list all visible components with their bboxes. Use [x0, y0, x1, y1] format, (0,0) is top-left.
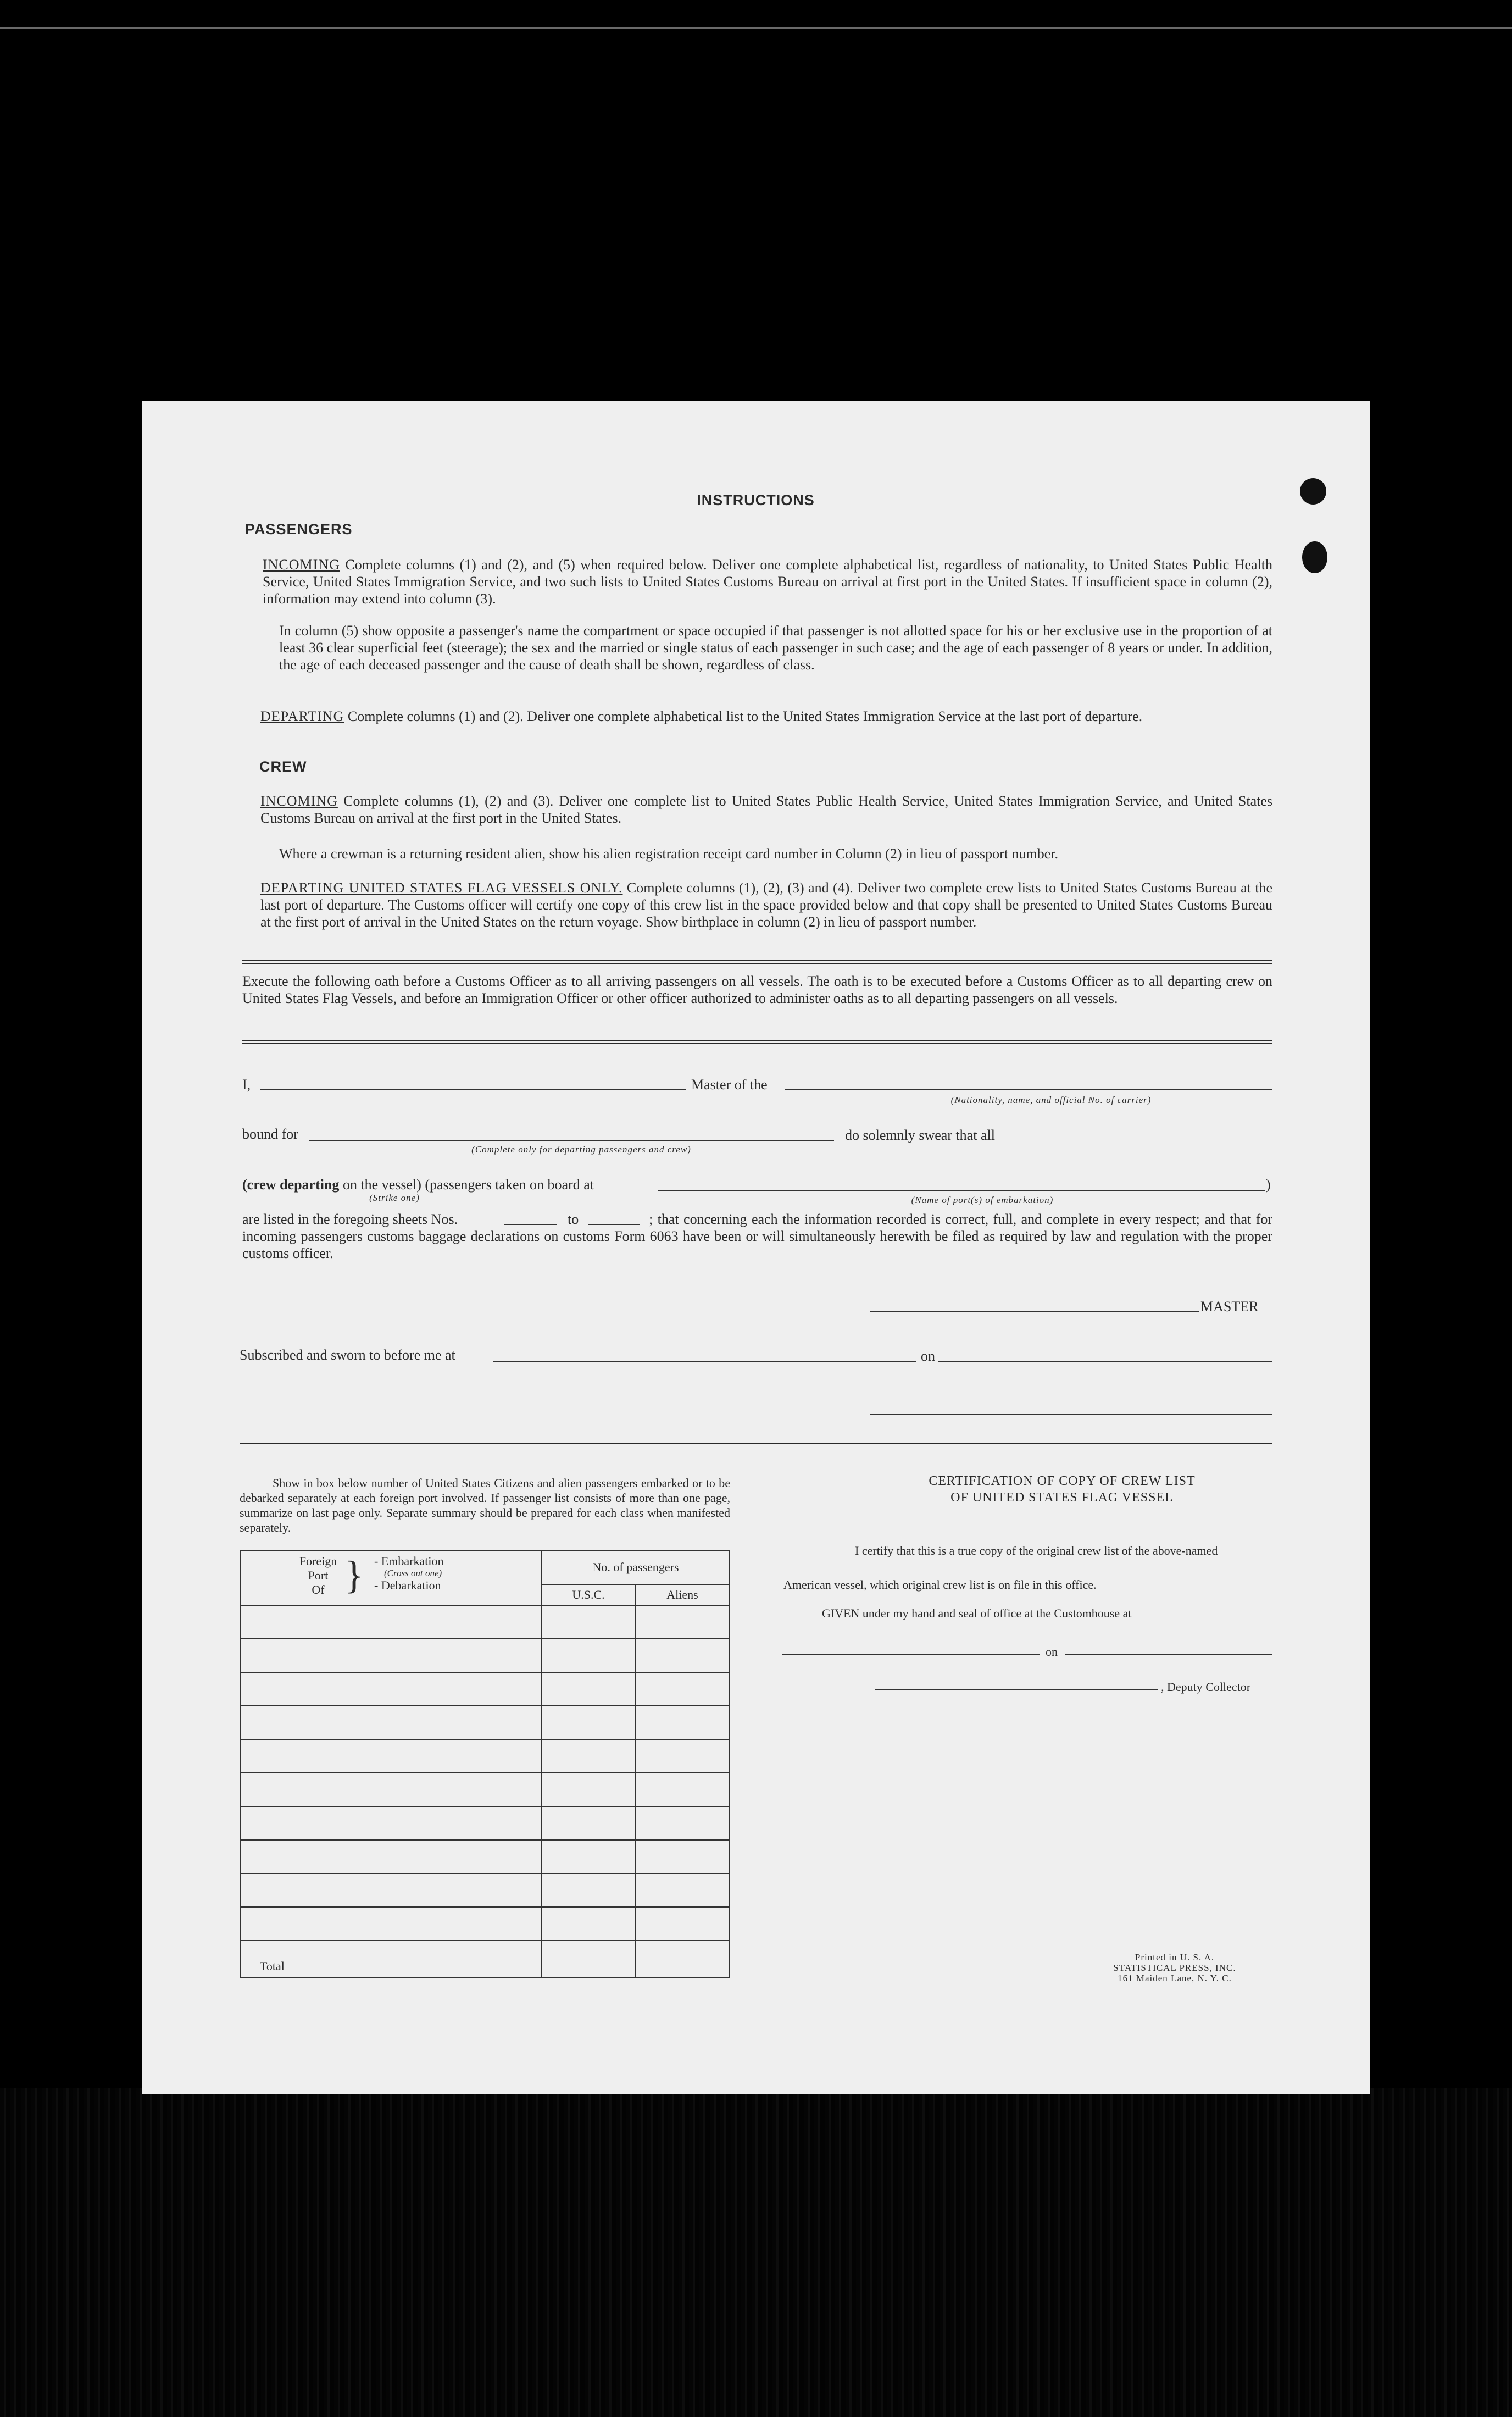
brace-icon: }	[344, 1553, 364, 1597]
given-text: GIVEN under my hand and seal of office at the Customhouse at	[822, 1606, 1132, 1620]
oath-intro-paragraph: Execute the following oath before a Customs Officer as to all arriving passengers on all vessels. The oath is to be executed before a Customs Officer as to all departing crew on United States Flag Vessels, and before an Immigration Officer or other officer authorized to administer oaths as to all departing passengers on all vessels.	[242, 973, 1272, 1006]
port-cell[interactable]	[241, 1639, 542, 1672]
crew-departing-text: Complete columns (1), (2), (3) and (4). Deliver two complete crew lists to United States Customs Bureau at the last port of departure. The Customs officer will certify one copy of this crew list in the space provided below and that copy shall be presented to United States Customs Bureau at the first port of arrival in the United States on the return voyage. Show birthplace in column (2) in lieu of passport number.	[260, 880, 1272, 930]
usc-cell[interactable]	[542, 1806, 635, 1840]
certification-date-field[interactable]	[1065, 1654, 1272, 1655]
crew-departing-label: (crew departing	[242, 1177, 340, 1193]
ports-caption: (Name of port(s) of embarkation)	[911, 1195, 1054, 1205]
port-cell[interactable]	[241, 1840, 542, 1873]
customhouse-field[interactable]	[782, 1654, 1040, 1655]
bound-for-field[interactable]	[309, 1140, 834, 1141]
certification-title	[829, 1473, 1296, 1506]
aliens-cell[interactable]	[635, 1639, 730, 1672]
embarkation-ports-field[interactable]	[658, 1190, 1265, 1191]
form-page	[142, 401, 1370, 2094]
table-row	[241, 1672, 730, 1706]
carrier-field[interactable]	[785, 1089, 1272, 1090]
subscribed-on-label: on	[921, 1348, 935, 1364]
usc-cell[interactable]	[542, 1605, 635, 1639]
passengers-incoming-paragraph	[263, 556, 1272, 607]
crew-passengers-line	[242, 1176, 594, 1193]
film-background-noise	[0, 2088, 1512, 2417]
instructions-title: INSTRUCTIONS	[697, 492, 815, 508]
listed-to-label: to	[568, 1211, 579, 1227]
foreign-label: Foreign	[299, 1554, 337, 1568]
aliens-header: Aliens	[635, 1584, 730, 1605]
passengers-departing-label: DEPARTING	[260, 708, 344, 724]
subscribed-date-field[interactable]	[938, 1361, 1272, 1362]
usc-cell[interactable]	[542, 1773, 635, 1806]
passengers-incoming-label: INCOMING	[263, 557, 340, 573]
crew-departing-label: DEPARTING UNITED STATES FLAG VESSELS ONLY.	[260, 880, 623, 896]
port-cell[interactable]	[241, 1706, 542, 1739]
usc-cell[interactable]	[542, 1672, 635, 1706]
close-paren: )	[1266, 1177, 1271, 1193]
aliens-cell[interactable]	[635, 1706, 730, 1739]
divider-2a	[242, 1040, 1272, 1041]
crew-resident-paragraph: Where a crewman is a returning resident alien, show his alien registration receipt card number in Column (2) in lieu of passport number.	[279, 846, 1059, 862]
port-cell[interactable]	[241, 1739, 542, 1773]
column5-paragraph: In column (5) show opposite a passenger's name the compartment or space occupied if that passenger is not allotted space for his or her exclusive use in the proportion of at least 36 clear superficial feet (steerage); the sex and the married or single status of each passenger in such case; and the age of each passenger of 8 years or under. In addition, the age of each deceased passenger and the cause of death shall be shown, regardless of class.	[279, 623, 1272, 673]
imprint-line2: STATISTICAL PRESS, INC.	[1113, 1963, 1236, 1973]
crew-incoming-text: Complete columns (1), (2) and (3). Deliver one complete list to United States Public Health Service, United States Immigration Service, and United States Customs Bureau on arrival at the first port in the United States.	[260, 793, 1272, 826]
certification-title-line2: OF UNITED STATES FLAG VESSEL	[950, 1490, 1174, 1505]
usc-cell[interactable]	[542, 1907, 635, 1941]
summary-note: Show in box below number of United States Citizens and alien passengers embarked or to be debarked separately at each foreign port involved. If passenger list consists of more than one page, summarize on last page only. Separate summary should be prepared for each class when manifested separately.	[240, 1476, 730, 1534]
aliens-cell[interactable]	[635, 1672, 730, 1706]
embarkation-label: - Embarkation	[374, 1554, 444, 1568]
film-top-line	[0, 27, 1512, 29]
solemnly-swear-label: do solemnly swear that all	[845, 1127, 995, 1143]
usc-cell[interactable]	[542, 1739, 635, 1773]
port-label: Port	[308, 1568, 329, 1582]
bound-for-label: bound for	[242, 1126, 298, 1142]
aliens-cell[interactable]	[635, 1739, 730, 1773]
officer-signature-field[interactable]	[870, 1414, 1272, 1415]
ports-summary-table	[240, 1550, 730, 1978]
deputy-signature-field[interactable]	[875, 1689, 1158, 1690]
of-label: Of	[312, 1583, 325, 1596]
on-vessel-label: on the vessel) (passengers taken on board at	[339, 1177, 594, 1193]
certification-on-label: on	[1046, 1645, 1058, 1659]
imprint-line1: Printed in U. S. A.	[1135, 1952, 1215, 1963]
aliens-cell[interactable]	[635, 1605, 730, 1639]
table-row	[241, 1773, 730, 1806]
american-vessel-text: American vessel, which original crew list is on file in this office.	[783, 1578, 1097, 1592]
total-label: Total	[241, 1941, 542, 1977]
subscribed-place-field[interactable]	[493, 1361, 916, 1362]
strike-caption: (Strike one)	[369, 1193, 420, 1203]
no-passengers-header: No. of passengers	[542, 1550, 730, 1584]
table-row	[241, 1806, 730, 1840]
table-row	[241, 1739, 730, 1773]
crew-incoming-paragraph	[260, 792, 1272, 827]
listed-sheets-label: are listed in the foregoing sheets Nos.	[242, 1211, 458, 1227]
table-row	[241, 1873, 730, 1907]
usc-cell[interactable]	[542, 1639, 635, 1672]
aliens-cell[interactable]	[635, 1806, 730, 1840]
deputy-collector-label: , Deputy Collector	[1161, 1680, 1251, 1694]
port-cell[interactable]	[241, 1806, 542, 1840]
aliens-cell[interactable]	[635, 1907, 730, 1941]
listed-statement: ; that concerning each the information recorded is correct, full, and complete in every respect; and that for incoming passengers customs baggage declarations on customs Form 6063 have been or will simultaneously herewith be filed as required by law and regulation with the proper customs officer.	[242, 1211, 1272, 1261]
total-row	[241, 1941, 730, 1977]
crew-heading: CREW	[259, 758, 307, 775]
usc-header: U.S.C.	[542, 1584, 635, 1605]
divider-2b	[242, 1043, 1272, 1044]
table-row	[241, 1907, 730, 1941]
passengers-incoming-text: Complete columns (1) and (2), and (5) when required below. Deliver one complete alphabetical list, regardless of nationality, to United States Public Health Service, United States Immigration Service, and two such lists to United States Customs Bureau on arrival at first port in the United States. If insufficient space in column (2), information may extend into column (3).	[263, 557, 1272, 607]
master-signature-field[interactable]	[870, 1311, 1199, 1312]
port-cell[interactable]	[241, 1605, 542, 1639]
subscribed-label: Subscribed and sworn to before me at	[240, 1347, 455, 1363]
crew-incoming-label: INCOMING	[260, 793, 338, 809]
oath-i-label: I,	[242, 1077, 251, 1093]
aliens-cell[interactable]	[635, 1873, 730, 1907]
passengers-departing-text: Complete columns (1) and (2). Deliver one complete alphabetical list to the United States Immigration Service at the last port of departure.	[344, 708, 1143, 724]
aliens-cell[interactable]	[635, 1773, 730, 1806]
foreign-port-header	[241, 1550, 542, 1605]
bound-caption: (Complete only for departing passengers and crew)	[471, 1144, 691, 1155]
table-row	[241, 1639, 730, 1672]
divider-3a	[240, 1443, 1272, 1444]
certification-title-line1: CERTIFICATION OF COPY OF CREW LIST	[929, 1474, 1196, 1488]
master-name-field[interactable]	[260, 1089, 686, 1090]
certify-text: I certify that this is a true copy of the original crew list of the above-named	[855, 1544, 1218, 1557]
carrier-caption: (Nationality, name, and official No. of carrier)	[950, 1095, 1152, 1105]
aliens-total-cell[interactable]	[635, 1941, 730, 1977]
debarkation-label: - Debarkation	[374, 1578, 441, 1592]
divider-1a	[242, 960, 1272, 961]
table-row	[241, 1605, 730, 1639]
usc-cell[interactable]	[542, 1873, 635, 1907]
port-cell[interactable]	[241, 1873, 542, 1907]
table-row	[241, 1840, 730, 1873]
master-label: MASTER	[1200, 1299, 1259, 1315]
passengers-heading: PASSENGERS	[245, 521, 353, 537]
cross-out-label: (Cross out one)	[384, 1568, 442, 1578]
port-cell[interactable]	[241, 1773, 542, 1806]
printer-imprint	[1087, 1952, 1263, 1983]
table-row	[241, 1706, 730, 1739]
port-cell[interactable]	[241, 1907, 542, 1941]
usc-cell[interactable]	[542, 1706, 635, 1739]
crew-departing-paragraph	[260, 879, 1272, 930]
ink-blot-bottom	[1302, 541, 1327, 573]
divider-1b	[242, 963, 1272, 964]
master-of-label: Master of the	[691, 1077, 768, 1093]
imprint-line3: 161 Maiden Lane, N. Y. C.	[1118, 1973, 1232, 1983]
port-cell[interactable]	[241, 1672, 542, 1706]
aliens-cell[interactable]	[635, 1840, 730, 1873]
usc-total-cell[interactable]	[542, 1941, 635, 1977]
passengers-departing-paragraph	[260, 708, 1272, 725]
usc-cell[interactable]	[542, 1840, 635, 1873]
